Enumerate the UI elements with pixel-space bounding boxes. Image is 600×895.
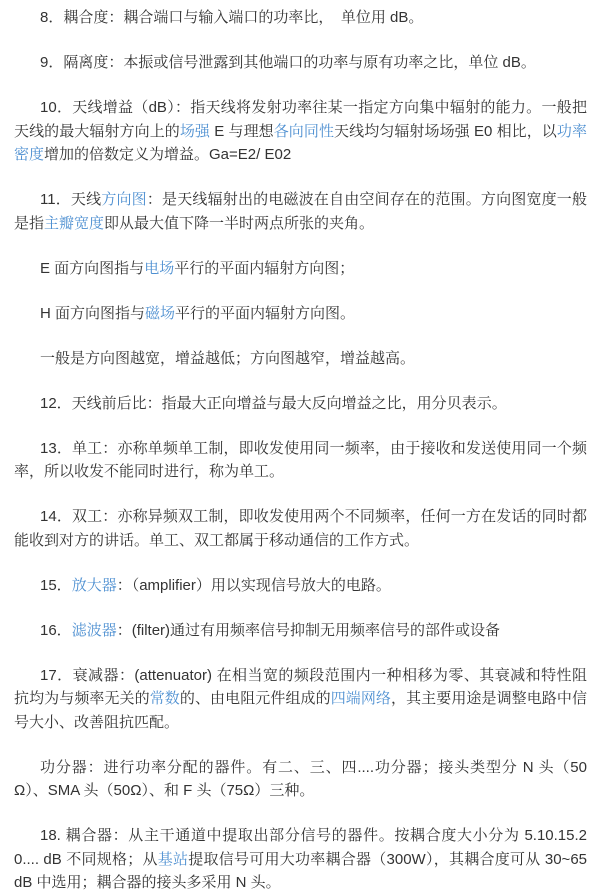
definition-paragraph — [14, 188, 587, 235]
definition-paragraph — [14, 51, 587, 75]
text-run: E 面方向图指与 — [40, 259, 145, 277]
definition-paragraph — [14, 302, 587, 326]
text-run: 11．天线 — [40, 191, 102, 208]
text-run: E 与理想 — [210, 122, 274, 140]
term-link[interactable]: 磁场 — [145, 304, 176, 322]
text-run: 的、由电阻元件组成的 — [179, 690, 331, 707]
term-link[interactable]: 场强 — [179, 122, 210, 140]
definition-paragraph — [14, 664, 587, 735]
text-run: 9．隔离度：本振或信号泄露到其他端口的功率与原有功率之比，单位 dB。 — [40, 54, 536, 71]
definition-paragraph — [14, 756, 587, 803]
text-run: 天线均匀辐射场场强 E0 相比，以 — [334, 122, 557, 140]
definition-paragraph — [14, 574, 587, 598]
term-link[interactable]: 基站 — [157, 850, 189, 868]
text-run: 平行的平面内辐射方向图。 — [175, 304, 356, 322]
text-run: 17．衰减器：(attenuator) 在相当宽的频段范围内一种相移为零、其衰减和特性阻抗均为与频率无关的 — [14, 666, 587, 707]
text-run: 功分器：进行功率分配的器件。有二、三、四....功分器；接头类型分 N 头（50Ω）、SMA 头（50Ω）、和 F 头（75Ω）三种。 — [14, 758, 587, 799]
text-run: 18. 耦合器：从主干通道中提取出部分信号的器件。按耦合度大小分为 5.10.15.20.... dB 不同规格；从 — [14, 827, 587, 868]
text-run: 即从最大值下降一半时两点所张的夹角。 — [104, 214, 375, 232]
definition-paragraph — [14, 392, 587, 416]
text-run: 8．耦合度：耦合端口与输入端口的功率比， 单位用 dB。 — [40, 9, 424, 26]
text-run: 增加的倍数定义为增益。Ga=E2/ E02 — [44, 146, 292, 163]
text-run: ：是天线辐射出的电磁波在自由空间存在的范围。方向图宽度一般是指 — [14, 191, 587, 232]
term-link[interactable]: 四端网络 — [330, 690, 392, 707]
definition-paragraph — [14, 505, 587, 552]
text-run: H 面方向图指与 — [40, 304, 146, 322]
term-link[interactable]: 主瓣宽度 — [44, 214, 105, 232]
term-link[interactable]: 放大器 — [71, 576, 117, 594]
text-run: 10．天线增益（dB）：指天线将发射功率往某一指定方向集中辐射的能力。一般把天线的最大辐射方向上的 — [14, 99, 587, 140]
definition-paragraph — [14, 347, 587, 371]
definition-paragraph — [14, 96, 587, 167]
definition-paragraph — [14, 619, 587, 643]
text-run: 12．天线前后比：指最大正向增益与最大反向增益之比，用分贝表示。 — [40, 394, 507, 412]
text-run: 提取信号可用大功率耦合器（300W），其耦合度可从 30~65dB 中选用；耦合器的接头多采用 N 头。 — [14, 850, 588, 891]
text-run: 16． — [40, 621, 72, 639]
term-link[interactable]: 各向同性 — [273, 122, 335, 140]
text-run: 平行的平面内辐射方向图； — [174, 259, 355, 277]
text-run: ，其主要用途是调整电路中信号大小、改善阻抗匹配。 — [14, 690, 587, 731]
term-link[interactable]: 常数 — [149, 690, 180, 707]
definition-paragraph — [14, 824, 587, 895]
text-run: 15． — [40, 576, 72, 594]
text-run: 14．双工：亦称异频双工制，即收发使用两个不同频率，任何一方在发话的同时都能收到对方的讲话。单工、双工都属于移动通信的工作方式。 — [14, 508, 587, 549]
term-link[interactable]: 方向图 — [101, 191, 147, 208]
text-run: 一般是方向图越宽，增益越低；方向图越窄，增益越高。 — [40, 349, 416, 367]
definition-paragraph — [14, 6, 587, 30]
term-link[interactable]: 滤波器 — [71, 621, 117, 639]
term-link[interactable]: 电场 — [144, 259, 175, 277]
definition-paragraph — [14, 257, 587, 281]
document-body — [14, 6, 587, 895]
term-link[interactable]: 功率密度 — [14, 122, 587, 163]
text-run: 13．单工：亦称单频单工制，即收发使用同一频率，由于接收和发送使用同一个频率，所以收发不能同时进行，称为单工。 — [14, 439, 587, 480]
definition-paragraph — [14, 437, 587, 484]
text-run: ：（amplifier）用以实现信号放大的电路。 — [116, 576, 391, 594]
text-run: ：(filter)通过有用频率信号抑制无用频率信号的部件或设备 — [116, 621, 501, 639]
